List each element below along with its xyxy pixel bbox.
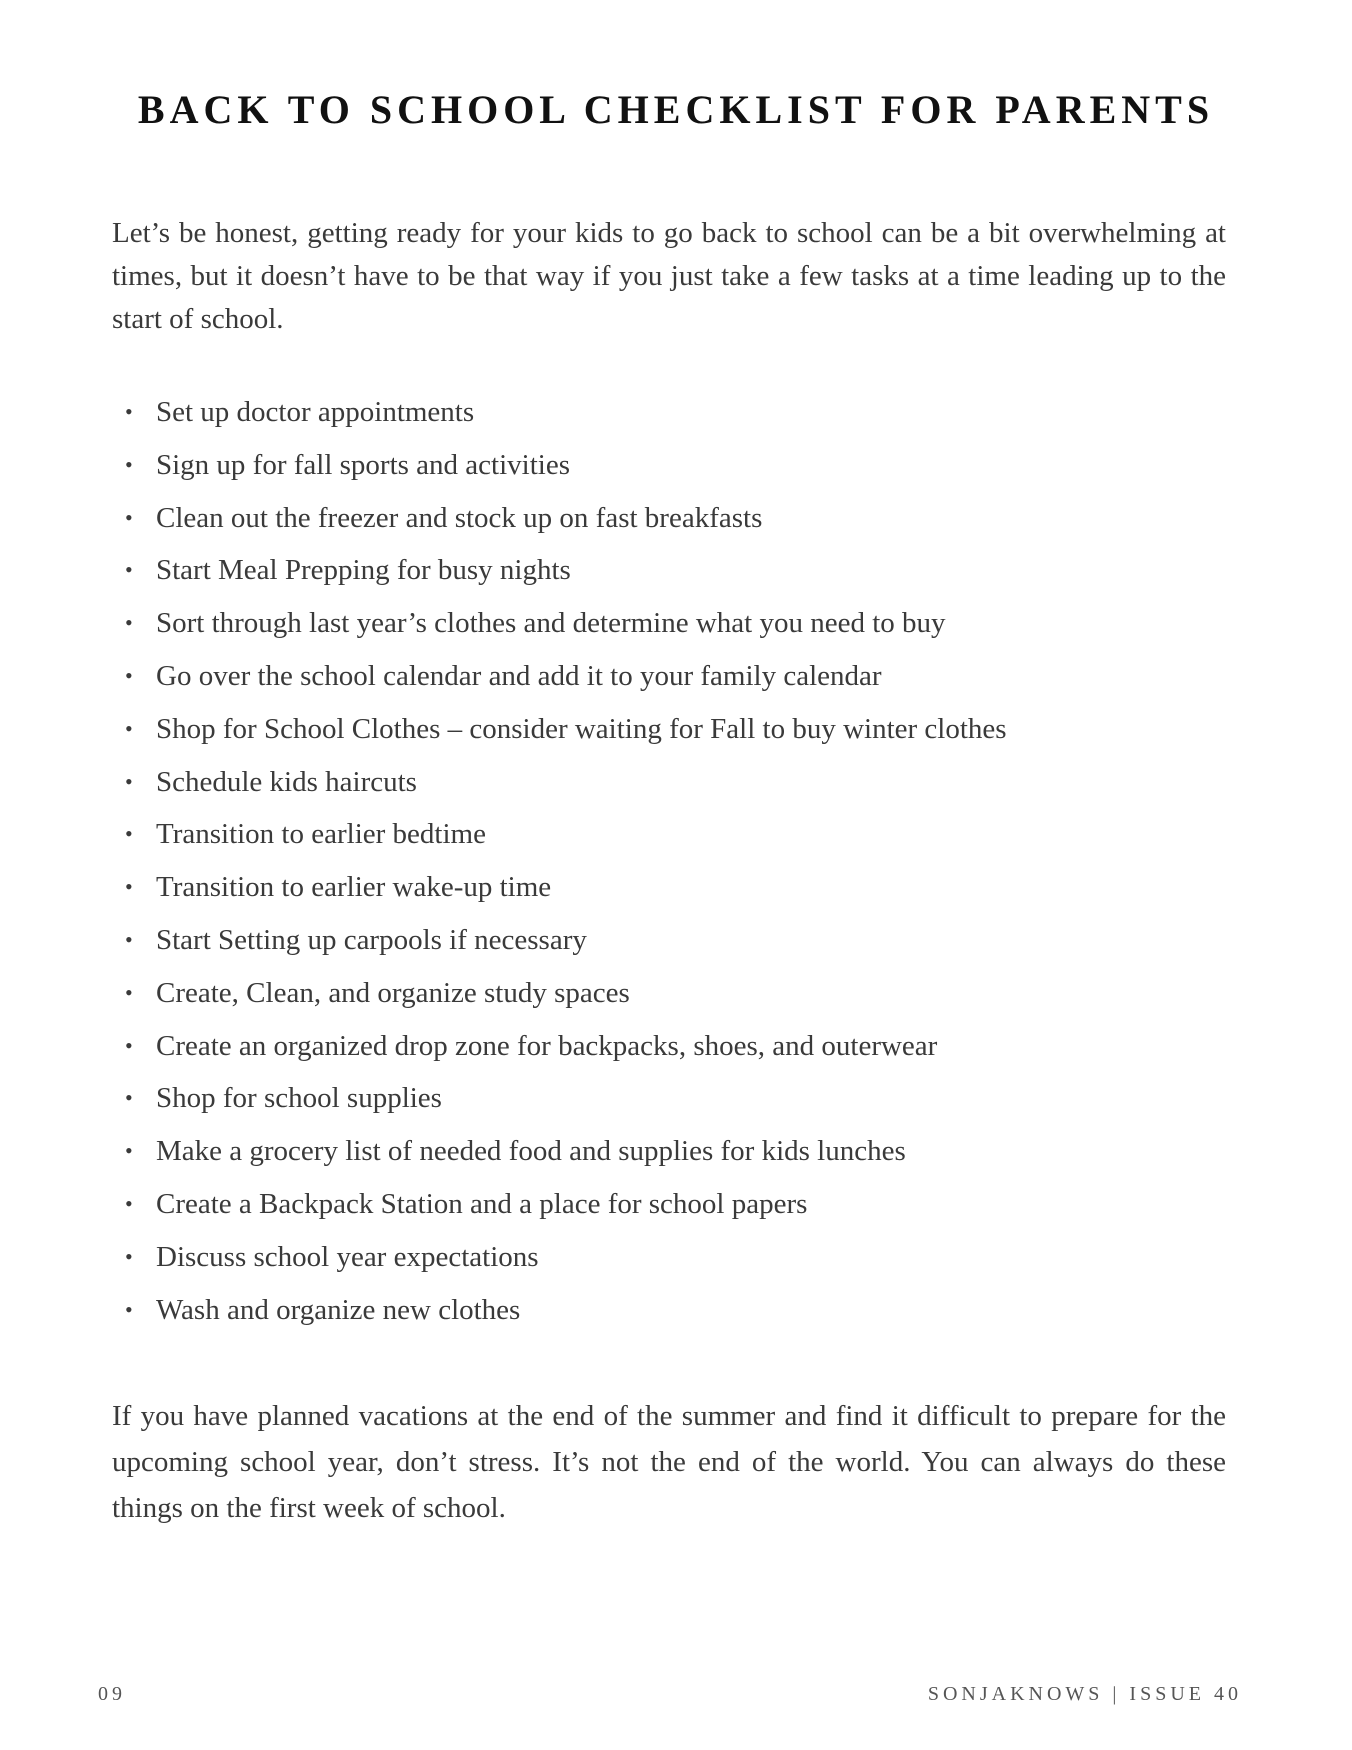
list-item-text: Wash and organize new clothes xyxy=(156,1293,521,1326)
list-item-text: Sign up for fall sports and activities xyxy=(156,448,570,481)
list-item xyxy=(112,1231,1232,1284)
bullet-icon: • xyxy=(125,715,133,741)
list-item-text: Make a grocery list of needed food and supplies for kids lunches xyxy=(156,1135,906,1168)
bullet-icon: • xyxy=(125,1032,133,1058)
bullet-icon: • xyxy=(125,451,133,477)
list-item-text: Schedule kids haircuts xyxy=(156,765,417,798)
list-item xyxy=(112,386,1232,439)
list-item xyxy=(112,756,1232,809)
bullet-icon: • xyxy=(125,610,133,636)
bullet-icon: • xyxy=(125,662,133,688)
bullet-icon: • xyxy=(125,926,133,952)
bullet-icon: • xyxy=(125,821,133,847)
list-item-text: Discuss school year expectations xyxy=(156,1240,539,1273)
list-item-text: Shop for School Clothes – consider waiting for Fall to buy winter clothes xyxy=(156,712,1007,745)
list-item xyxy=(112,1284,1232,1337)
list-item xyxy=(112,967,1232,1020)
bullet-icon: • xyxy=(125,979,133,1005)
page-title: BACK TO SCHOOL CHECKLIST FOR PARENTS xyxy=(137,87,1215,132)
list-item xyxy=(112,1125,1232,1178)
bullet-icon: • xyxy=(125,1296,133,1322)
list-item-text: Go over the school calendar and add it to your family calendar xyxy=(156,659,882,692)
list-item xyxy=(112,914,1232,967)
list-item xyxy=(112,597,1232,650)
list-item xyxy=(112,650,1232,703)
list-item xyxy=(112,1020,1232,1073)
list-item-text: Start Setting up carpools if necessary xyxy=(156,923,587,956)
bullet-icon: • xyxy=(125,1190,133,1216)
list-item-text: Sort through last year’s clothes and determine what you need to buy xyxy=(156,607,946,640)
list-item-text: Create, Clean, and organize study spaces xyxy=(156,976,630,1009)
bullet-icon: • xyxy=(125,768,133,794)
bullet-icon: • xyxy=(125,1138,133,1164)
list-item-text: Create a Backpack Station and a place for school papers xyxy=(156,1187,808,1220)
list-item xyxy=(112,439,1232,492)
checklist xyxy=(112,386,1232,1336)
intro-paragraph: Let’s be honest, getting ready for your kids to go back to school can be a bit overwhelming at times, but it doesn’t have to be that way if you just take a few tasks at a time leading up to the start of school. xyxy=(112,217,1226,335)
list-item xyxy=(112,544,1232,597)
list-item-text: Start Meal Prepping for busy nights xyxy=(156,554,571,587)
bullet-icon: • xyxy=(125,874,133,900)
list-item-text: Clean out the freezer and stock up on fast breakfasts xyxy=(156,501,763,534)
list-item xyxy=(112,703,1232,756)
page-number: 09 xyxy=(98,1683,126,1705)
bullet-icon: • xyxy=(125,1243,133,1269)
bullet-icon: • xyxy=(125,504,133,530)
list-item xyxy=(112,861,1232,914)
list-item xyxy=(112,1178,1232,1231)
bullet-icon: • xyxy=(125,399,133,424)
list-item-text: Transition to earlier wake-up time xyxy=(156,871,552,904)
list-item-text: Create an organized drop zone for backpacks, shoes, and outerwear xyxy=(156,1029,938,1062)
bullet-icon: • xyxy=(125,1085,133,1111)
list-item xyxy=(112,808,1232,861)
list-item-text: Shop for school supplies xyxy=(156,1082,442,1115)
list-item-text: Set up doctor appointments xyxy=(156,396,475,428)
closing-paragraph: If you have planned vacations at the end of the summer and find it difficult to prepare for the upcoming school year, don’t stress. It’s not the end of the world. You can always do these things on the first week of school. xyxy=(112,1400,1226,1524)
bullet-icon: • xyxy=(125,557,133,583)
list-item-text: Transition to earlier bedtime xyxy=(156,818,486,851)
list-item xyxy=(112,492,1232,545)
list-item xyxy=(112,1072,1232,1125)
publication-label: SONJAKNOWS | ISSUE 40 xyxy=(927,1683,1242,1705)
